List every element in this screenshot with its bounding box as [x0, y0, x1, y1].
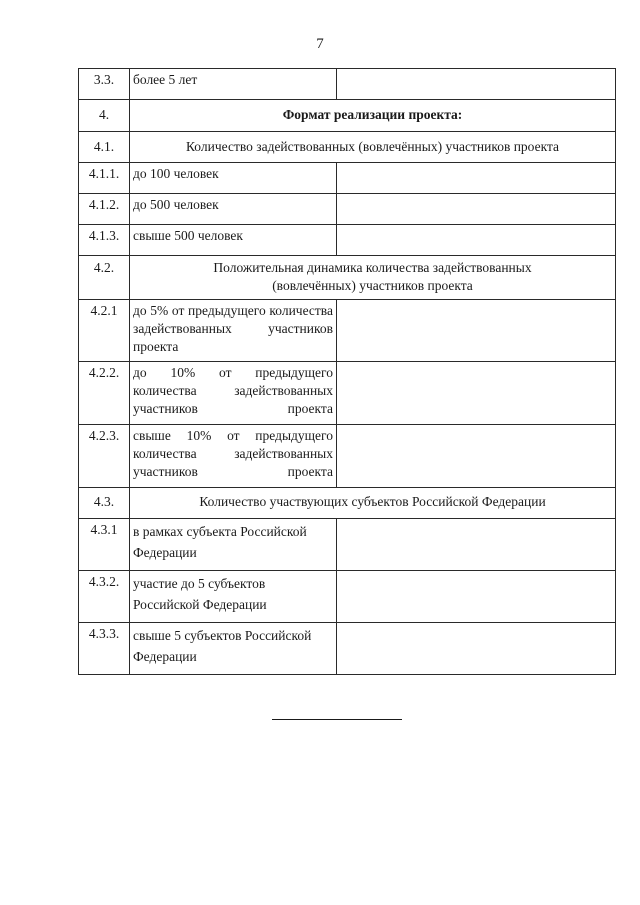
table-row: [79, 488, 616, 519]
row-value-cell: [337, 300, 616, 362]
table-row: [79, 623, 616, 675]
row-number: 4.3.1: [79, 519, 130, 571]
end-of-document-rule: [272, 719, 402, 720]
section-heading: Количество задействованных (вовлечённых) участников проекта: [130, 132, 616, 163]
row-number: 4.2.1: [79, 300, 130, 362]
row-value-cell: [337, 571, 616, 623]
table-row: [79, 256, 616, 300]
table-row: [79, 163, 616, 194]
table-row: [79, 571, 616, 623]
row-number: 4.1.2.: [79, 194, 130, 225]
row-number: 4.2.: [79, 256, 130, 300]
row-value-cell: [337, 425, 616, 488]
row-number: 4.2.2.: [79, 362, 130, 425]
row-description: свыше 500 человек: [130, 225, 337, 256]
row-number: 4.2.3.: [79, 425, 130, 488]
table-row: [79, 362, 616, 425]
row-description: до 10% от предыдущего количества задействованных участников проекта: [130, 362, 337, 425]
row-number: 4.1.3.: [79, 225, 130, 256]
row-value-cell: [337, 362, 616, 425]
row-description: свыше 10% от предыдущего количества задействованных участников проекта: [130, 425, 337, 488]
row-number: 4.3.2.: [79, 571, 130, 623]
criteria-table: [78, 68, 616, 675]
page-number: 7: [316, 36, 324, 52]
row-description: свыше 5 субъектов Российской Федерации: [130, 623, 337, 675]
table-row: [79, 194, 616, 225]
section-heading: Формат реализации проекта:: [130, 100, 616, 132]
table-row: [79, 519, 616, 571]
row-value-cell: [337, 225, 616, 256]
row-value-cell: [337, 623, 616, 675]
row-value-cell: [337, 69, 616, 100]
row-value-cell: [337, 194, 616, 225]
row-number: 3.3.: [79, 69, 130, 100]
row-value-cell: [337, 163, 616, 194]
table-row: [79, 425, 616, 488]
row-number: 4.1.1.: [79, 163, 130, 194]
row-description: в рамках субъекта Российской Федерации: [130, 519, 337, 571]
row-number: 4.1.: [79, 132, 130, 163]
table-row: [79, 69, 616, 100]
row-number: 4.3.: [79, 488, 130, 519]
row-value-cell: [337, 519, 616, 571]
row-description: участие до 5 субъектов Российской Федерации: [130, 571, 337, 623]
row-description: до 500 человек: [130, 194, 337, 225]
section-heading: Положительная динамика количества задействованных (вовлечённых) участников проекта: [130, 256, 616, 300]
row-description: до 5% от предыдущего количества задействованных участников проекта: [130, 300, 337, 362]
table-row: [79, 300, 616, 362]
table-row: [79, 100, 616, 132]
row-number: 4.3.3.: [79, 623, 130, 675]
row-description: до 100 человек: [130, 163, 337, 194]
table-row: [79, 132, 616, 163]
table-row: [79, 225, 616, 256]
row-number: 4.: [79, 100, 130, 132]
row-description: более 5 лет: [130, 69, 337, 100]
section-heading: Количество участвующих субъектов Российской Федерации: [130, 488, 616, 519]
